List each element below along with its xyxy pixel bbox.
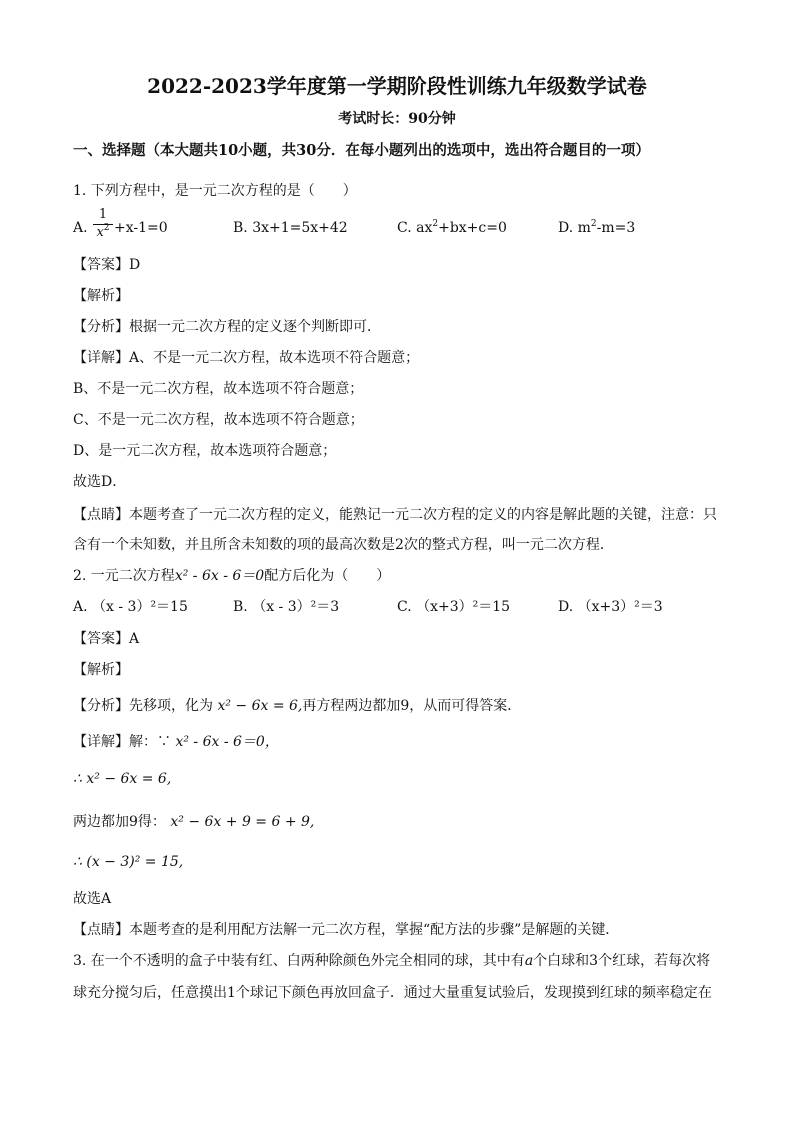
q2-analysis-tag: 【解析】 (73, 662, 129, 678)
q1-option-a-numerator: 1 (93, 207, 113, 225)
section-header: 一、选择题（本大题共10小题，共30分．在每小题列出的选项中，选出符合题目的一项） (73, 142, 650, 159)
q1-xiangjie-c: C、不是一元二次方程，故本选项不符合题意； (73, 412, 364, 428)
q1-xiangjie-a: 【详解】A、不是一元二次方程，故本选项不符合题意； (73, 350, 420, 366)
q3-line-2: 球充分搅匀后，任意摸出1个球记下颜色再放回盒子．通过大量重复试验后，发现摸到红球的频率稳定在 (73, 985, 712, 1001)
q2-stem: 2. 一元二次方程x² - 6x - 6＝0配方后化为（ ） (73, 568, 391, 584)
q2-step-2: 两边都加9得： x² − 6x + 9 = 6 + 9, (73, 814, 315, 830)
q2-xiangjie: 【详解】解：∵ x² - 6x - 6＝0， (73, 734, 279, 750)
q1-dianjing-1: 【点睛】本题考查了一元二次方程的定义，能熟记一元二次方程的定义的内容是解此题的关键，注意：只 (73, 507, 717, 523)
q1-option-a-rest: +x-1=0 (114, 220, 168, 236)
q2-option-c: C. （x+3）²＝15 (397, 599, 511, 615)
q1-option-d: D. $m^2-m=3$ (558, 219, 636, 236)
q2-choose: 故选A (73, 891, 112, 907)
q3-line-1: 3. 在一个不透明的盒子中装有红、白两种除颜色外完全相同的球，其中有a个白球和3个红球，若每次将 (73, 953, 711, 969)
q1-analysis-tag: 【解析】 (73, 288, 129, 304)
q2-dianjing: 【点睛】本题考查的是利用配方法解一元二次方程，掌握“配方法的步骤”是解题的关键． (73, 922, 620, 938)
q1-dianjing-2: 含有一个未知数，并且所含未知数的项的最高次数是2次的整式方程，叫一元二次方程． (73, 537, 614, 553)
q1-option-a-label: A. (73, 220, 88, 236)
exam-time: 考试时长：90分钟 (338, 111, 456, 127)
q1-xiangjie-b: B、不是一元二次方程，故本选项不符合题意； (73, 381, 364, 397)
q1-option-c: C. $ax^2+bx+c=0$ (397, 219, 507, 236)
q1-choose: 故选D． (73, 474, 127, 490)
q2-option-b: B. （x - 3）²＝3 (233, 599, 340, 615)
q1-option-b: B. 3x+1=5x+42 (233, 220, 348, 236)
q2-step-1: ∴ x² − 6x = 6, (73, 771, 172, 787)
q2-option-d: D. （x+3）²＝3 (558, 599, 663, 615)
q1-fenxi: 【分析】根据一元二次方程的定义逐个判断即可． (73, 319, 381, 335)
q1-option-a-fraction (93, 207, 113, 241)
q2-step-3: ∴ (x − 3)² = 15, (73, 854, 184, 870)
q1-stem: 1. 下列方程中，是一元二次方程的是（ ） (73, 183, 357, 199)
q2-option-a: A. （x - 3）²＝15 (73, 599, 188, 615)
q2-answer: 【答案】A (73, 631, 140, 647)
q1-option-a-denominator: $x^2$ (96, 223, 110, 240)
page-title: 2022-2023学年度第一学期阶段性训练九年级数学试卷 (147, 74, 647, 98)
q1-xiangjie-d: D、是一元二次方程，故本选项符合题意； (73, 443, 337, 459)
q1-answer: 【答案】D (73, 257, 141, 273)
q2-fenxi: 【分析】先移项，化为 x² − 6x = 6,再方程两边都加9，从而可得答案． (73, 698, 522, 714)
